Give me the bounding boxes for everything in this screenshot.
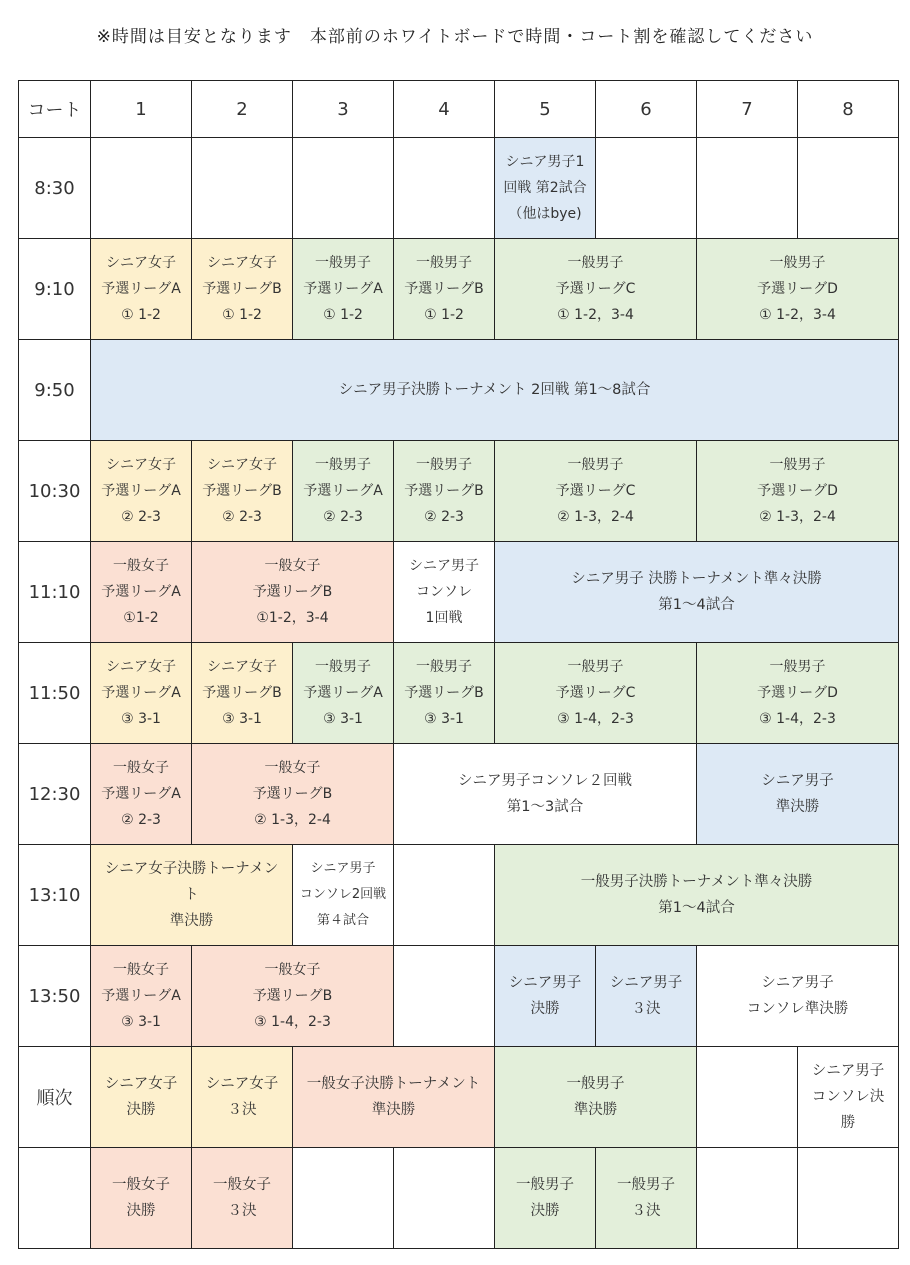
match-line: 予選リーグA <box>101 483 181 499</box>
match-line: ① 1-2 <box>222 307 262 323</box>
match-cell <box>394 744 697 845</box>
schedule-row <box>19 643 899 744</box>
match-line: シニア女子 <box>207 659 277 675</box>
match-line: シニア女子 <box>207 457 277 473</box>
court-header-3: 3 <box>293 81 394 138</box>
match-line: ③ 1-4，2-3 <box>557 711 634 727</box>
match-line: 予選リーグA <box>101 786 181 802</box>
match-cell <box>798 138 899 239</box>
match-cell <box>697 643 899 744</box>
schedule-row <box>19 1047 899 1148</box>
match-line: ３決 <box>631 1203 661 1219</box>
time-slot <box>19 1148 91 1249</box>
match-line: 一般男子 <box>416 255 472 271</box>
match-line: 予選リーグB <box>404 685 484 701</box>
match-cell <box>91 542 192 643</box>
match-cell <box>697 1148 798 1249</box>
match-line: 予選リーグB <box>404 483 484 499</box>
match-line: シニア男子 <box>811 1063 885 1079</box>
match-line: 決勝 <box>530 1203 560 1219</box>
match-line: 予選リーグB <box>404 281 484 297</box>
match-cell <box>394 1148 495 1249</box>
match-line: コンソレ2回戦 <box>299 887 387 902</box>
schedule-row <box>19 340 899 441</box>
schedule-row <box>19 1148 899 1249</box>
match-line: 第1～4試合 <box>658 597 735 613</box>
match-cell <box>91 441 192 542</box>
match-line: シニア男子 <box>508 975 582 991</box>
match-cell <box>293 239 394 340</box>
match-cell <box>91 845 293 946</box>
match-cell <box>192 239 293 340</box>
match-line: ３決 <box>227 1102 257 1118</box>
match-line: シニア男子 <box>310 861 376 876</box>
match-cell <box>192 542 394 643</box>
schedule-row <box>19 946 899 1047</box>
match-line: シニア女子 <box>104 1076 178 1092</box>
schedule-row <box>19 542 899 643</box>
match-cell <box>91 138 192 239</box>
match-line: ③ 1-4，2-3 <box>759 711 836 727</box>
match-line: シニア男子コンソレ２回戦 <box>458 773 632 789</box>
match-cell <box>495 643 697 744</box>
time-slot: 11:10 <box>19 542 91 643</box>
match-line: 予選リーグC <box>555 685 636 701</box>
schedule-row <box>19 441 899 542</box>
court-header-6: 6 <box>596 81 697 138</box>
match-line: ③ 3-1 <box>121 711 161 727</box>
match-line: 一般男子 <box>769 659 826 675</box>
match-cell <box>394 138 495 239</box>
match-line: ① 1-2，3-4 <box>759 307 836 323</box>
match-cell <box>394 643 495 744</box>
time-slot: 9:10 <box>19 239 91 340</box>
match-line: 一般女子 <box>113 962 169 978</box>
match-line: コンソレ準決勝 <box>746 1001 849 1017</box>
match-cell <box>192 643 293 744</box>
match-line: ３決 <box>631 1001 661 1017</box>
match-line: ① 1-2 <box>323 307 363 323</box>
match-line: 予選リーグA <box>303 685 383 701</box>
match-cell <box>394 946 495 1047</box>
match-line: 予選リーグC <box>555 281 636 297</box>
match-line: 予選リーグA <box>101 685 181 701</box>
court-schedule-table <box>18 80 899 1249</box>
match-cell <box>697 744 899 845</box>
match-line: 予選リーグA <box>101 988 181 1004</box>
match-line: ② 1-3，2-4 <box>254 812 331 828</box>
match-line: 準決勝 <box>573 1102 618 1118</box>
match-line: シニア女子 <box>207 255 277 271</box>
match-line: 一般女子 <box>264 760 321 776</box>
match-line: 予選リーグA <box>303 281 383 297</box>
court-header-2: 2 <box>192 81 293 138</box>
match-cell <box>192 441 293 542</box>
match-line: 一般女子 <box>112 1177 170 1193</box>
match-line: シニア男子1 <box>505 154 585 170</box>
match-cell <box>192 138 293 239</box>
match-cell <box>293 441 394 542</box>
match-line: シニア女子 <box>106 255 176 271</box>
match-line: 一般男子 <box>315 255 371 271</box>
match-line: ② 2-3 <box>323 509 363 525</box>
match-line: ①1-2 <box>123 610 159 626</box>
match-line: 一般男子 <box>769 255 826 271</box>
match-cell <box>394 845 495 946</box>
match-line: 予選リーグB <box>202 281 282 297</box>
match-line: 一般男子 <box>315 659 371 675</box>
match-line: ① 1-2 <box>121 307 161 323</box>
time-slot: 12:30 <box>19 744 91 845</box>
match-cell <box>91 1047 192 1148</box>
match-line: ① 1-2 <box>424 307 464 323</box>
match-line: 一般女子 <box>264 558 321 574</box>
match-cell <box>394 542 495 643</box>
match-cell <box>495 845 899 946</box>
match-line: シニア女子 <box>106 457 176 473</box>
match-line: 勝 <box>840 1115 856 1131</box>
schedule-row <box>19 239 899 340</box>
match-line: ３決 <box>227 1203 257 1219</box>
match-cell <box>91 340 899 441</box>
match-line: シニア男子 決勝トーナメント準々決勝 <box>571 571 822 587</box>
match-line: 一般男子 <box>566 1076 625 1092</box>
match-line: ② 2-3 <box>121 812 161 828</box>
match-cell <box>293 845 394 946</box>
match-line: シニア男子 <box>761 975 834 991</box>
match-line: シニア女子 <box>205 1076 279 1092</box>
match-cell <box>798 1047 899 1148</box>
match-line: 予選リーグD <box>757 685 838 701</box>
court-header-8: 8 <box>798 81 899 138</box>
match-cell <box>495 441 697 542</box>
match-line: 一般男子 <box>769 457 826 473</box>
match-line: 予選リーグD <box>757 281 838 297</box>
match-line: ② 2-3 <box>121 509 161 525</box>
match-line: ③ 1-4，2-3 <box>254 1014 331 1030</box>
match-line: 一般男子 <box>567 659 624 675</box>
match-cell <box>394 239 495 340</box>
match-cell <box>91 239 192 340</box>
match-cell <box>293 138 394 239</box>
match-line: 予選リーグB <box>202 685 282 701</box>
match-line: 一般男子 <box>617 1177 675 1193</box>
match-cell <box>293 643 394 744</box>
match-line: 回戦 第2試合 <box>503 180 587 196</box>
match-line: 予選リーグA <box>101 584 181 600</box>
match-cell <box>697 441 899 542</box>
match-line: 1回戦 <box>425 610 463 626</box>
court-header-1: 1 <box>91 81 192 138</box>
match-line: シニア男子 <box>609 975 683 991</box>
match-line: （他はbye) <box>508 206 582 222</box>
match-line: 一般男子決勝トーナメント準々決勝 <box>580 874 813 890</box>
match-line: ① 1-2，3-4 <box>557 307 634 323</box>
court-header-label: コート <box>19 81 91 138</box>
match-line: 第1～4試合 <box>658 900 735 916</box>
time-slot: 9:50 <box>19 340 91 441</box>
match-line: ② 2-3 <box>222 509 262 525</box>
match-line: 予選リーグD <box>757 483 838 499</box>
match-cell <box>192 1148 293 1249</box>
match-cell <box>91 744 192 845</box>
match-line: シニア男子 <box>409 558 479 574</box>
match-line: シニア女子決勝トーナメン <box>104 861 279 877</box>
match-line: 一般女子 <box>113 760 169 776</box>
match-line: 準決勝 <box>169 913 214 929</box>
match-cell <box>596 946 697 1047</box>
court-header-7: 7 <box>697 81 798 138</box>
match-cell <box>495 138 596 239</box>
match-cell <box>697 946 899 1047</box>
match-line: 予選リーグA <box>101 281 181 297</box>
match-cell <box>91 946 192 1047</box>
court-header-4: 4 <box>394 81 495 138</box>
match-cell <box>697 239 899 340</box>
match-line: 準決勝 <box>371 1102 416 1118</box>
match-cell <box>192 1047 293 1148</box>
match-cell <box>192 744 394 845</box>
match-cell <box>293 1148 394 1249</box>
time-slot: 8:30 <box>19 138 91 239</box>
time-slot: 10:30 <box>19 441 91 542</box>
time-slot: 11:50 <box>19 643 91 744</box>
match-line: ③ 3-1 <box>121 1014 161 1030</box>
match-line: シニア男子決勝トーナメント 2回戦 第1～8試合 <box>338 382 651 398</box>
match-cell <box>293 1047 495 1148</box>
schedule-row <box>19 138 899 239</box>
match-line: 予選リーグB <box>252 786 333 802</box>
match-line: ② 2-3 <box>424 509 464 525</box>
match-line: 予選リーグB <box>202 483 282 499</box>
match-cell <box>798 1148 899 1249</box>
match-line: 一般女子決勝トーナメント <box>306 1076 481 1092</box>
match-line: 一般男子 <box>516 1177 574 1193</box>
match-line: ①1-2，3-4 <box>256 610 329 626</box>
time-slot: 順次 <box>19 1047 91 1148</box>
match-line: 第1～3試合 <box>506 799 584 815</box>
match-line: ② 1-3，2-4 <box>759 509 836 525</box>
schedule-row <box>19 845 899 946</box>
match-cell <box>495 239 697 340</box>
match-cell <box>91 643 192 744</box>
match-cell <box>495 1047 697 1148</box>
schedule-row <box>19 744 899 845</box>
match-line: 決勝 <box>126 1203 156 1219</box>
match-line: 第４試合 <box>316 913 369 928</box>
match-line: ② 1-3，2-4 <box>557 509 634 525</box>
match-line: 一般女子 <box>113 558 169 574</box>
match-line: 予選リーグA <box>303 483 383 499</box>
match-cell <box>697 138 798 239</box>
match-line: ③ 3-1 <box>323 711 363 727</box>
match-line: ト <box>184 887 199 903</box>
match-line: 準決勝 <box>775 799 820 815</box>
match-cell <box>697 1047 798 1148</box>
match-line: 一般女子 <box>264 962 321 978</box>
notice-text: ※時間は目安となります 本部前のホワイトボードで時間・コート割を確認してください <box>96 27 814 47</box>
match-line: 予選リーグB <box>252 988 333 1004</box>
match-line: 一般男子 <box>315 457 371 473</box>
match-line: ③ 3-1 <box>424 711 464 727</box>
match-line: 一般男子 <box>567 255 624 271</box>
match-line: 決勝 <box>126 1102 156 1118</box>
match-line: 決勝 <box>530 1001 560 1017</box>
match-line: ③ 3-1 <box>222 711 262 727</box>
match-line: 一般男子 <box>416 457 472 473</box>
court-header-5: 5 <box>495 81 596 138</box>
match-line: 一般男子 <box>567 457 624 473</box>
match-line: コンソレ決 <box>811 1089 885 1105</box>
match-line: コンソレ <box>416 584 472 600</box>
match-cell <box>192 946 394 1047</box>
match-line: 一般男子 <box>416 659 472 675</box>
match-cell <box>596 1148 697 1249</box>
match-cell <box>596 138 697 239</box>
match-line: 予選リーグB <box>252 584 333 600</box>
match-line: 一般女子 <box>213 1177 271 1193</box>
time-slot: 13:50 <box>19 946 91 1047</box>
match-cell <box>495 1148 596 1249</box>
match-cell <box>495 946 596 1047</box>
match-cell <box>91 1148 192 1249</box>
match-cell <box>394 441 495 542</box>
match-cell <box>495 542 899 643</box>
time-slot: 13:10 <box>19 845 91 946</box>
match-line: シニア男子 <box>761 773 834 789</box>
header-row <box>19 81 899 138</box>
match-line: シニア女子 <box>106 659 176 675</box>
match-line: 予選リーグC <box>555 483 636 499</box>
